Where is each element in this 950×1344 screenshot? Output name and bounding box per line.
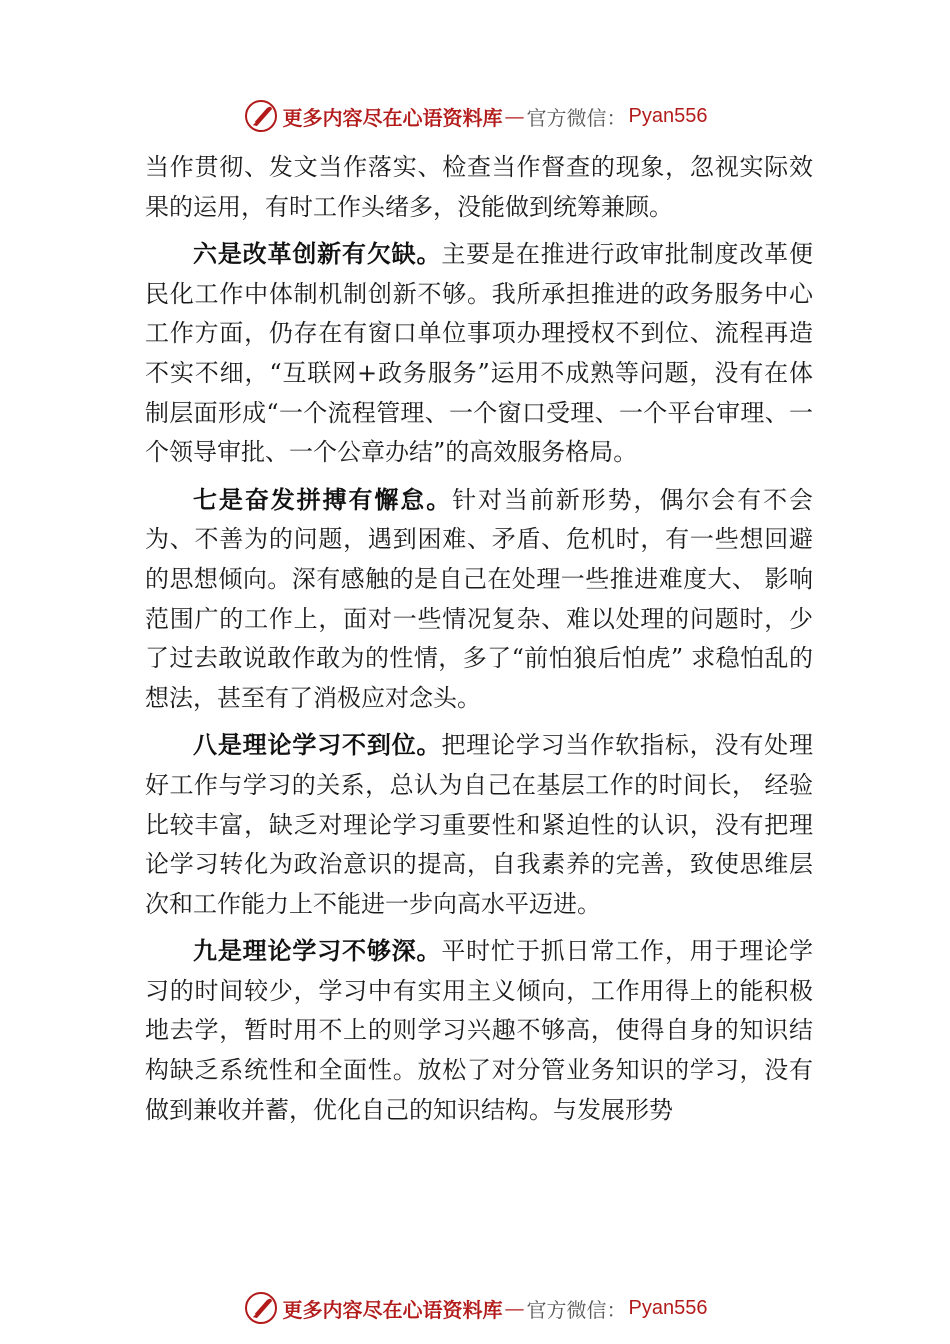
- paragraph-reform-innovation: [145, 235, 813, 473]
- watermark-wechat-id: Pyan556: [628, 1296, 708, 1319]
- quill-pen-icon: [243, 98, 279, 134]
- paragraph-lead: 七是奋发拼搏有懈怠。: [193, 485, 453, 514]
- paragraph-striving-effort: [145, 481, 813, 719]
- paragraph-text: 平时忙于抓日常工作，用于理论学习的时间较少，学习中有实用主义倾向，工作用得上的能积极地去学，暂时用不上的则学习兴趣不够高，使得自身的知识结构缺乏系统性和全面性。放松了对分管业务知识的学习，没有做到兼收并蓄，优化自己的知识结构。与发展形势: [145, 937, 814, 1124]
- watermark-brand: 更多内容尽在心语资料库: [282, 1297, 503, 1322]
- paragraph-continuation: [145, 148, 813, 227]
- watermark-separator: —: [504, 104, 525, 128]
- watermark-separator: —: [504, 1296, 525, 1320]
- watermark-label: 官方微信：: [526, 105, 627, 130]
- header-watermark: [0, 96, 950, 136]
- paragraph-text: 当作贯彻、发文当作落实、检查当作督查的现象，忽视实际效果的运用，有时工作头绪多，没能做到统筹兼顾。: [145, 153, 813, 221]
- paragraph-text: 针对当前新形势，偶尔会有不会为、不善为的问题，遇到困难、矛盾、危机时，有一些想回避的思想倾向。深有感触的是自己在处理一些推进难度大、 影响范围广的工作上，面对一些情况复杂、难以处理的问题时，少了过去敢说敢作敢为的性情，多了“前怕狼后怕虎” 求稳怕乱的想法，甚至有了消极应对念头。: [145, 485, 814, 712]
- quill-pen-icon: [243, 1290, 279, 1326]
- paragraph-lead: 六是改革创新有欠缺。: [193, 240, 442, 269]
- watermark-brand: 更多内容尽在心语资料库: [282, 105, 503, 130]
- paragraph-theory-study-inadequate: [145, 726, 813, 924]
- watermark-wechat-id: Pyan556: [628, 104, 708, 127]
- paragraph-theory-study-shallow: [145, 932, 813, 1130]
- paragraph-lead: 八是理论学习不到位。: [193, 731, 442, 760]
- document-body: [145, 148, 813, 1138]
- paragraph-text: 把理论学习当作软指标，没有处理好工作与学习的关系，总认为自己在基层工作的时间长， 经验比较丰富，缺乏对理论学习重要性和紧迫性的认识，没有把理论学习转化为政治意识的提高，自我素养的完善，致使思维层次和工作能力上不能进一步向高水平迈进。: [145, 731, 814, 918]
- watermark-label: 官方微信：: [526, 1297, 627, 1322]
- paragraph-text: 主要是在推进行政审批制度改革便民化工作中体制机制创新不够。我所承担推进的政务服务中心工作方面，仍存在有窗口单位事项办理授权不到位、流程再造不实不细，“互联网+政务服务”运用不成熟等问题，没有在体制层面形成“一个流程管理、一个窗口受理、一个平台审理、一个领导审批、一个公章办结”的高效服务格局。: [145, 240, 814, 467]
- paragraph-lead: 九是理论学习不够深。: [193, 937, 442, 966]
- footer-watermark: [0, 1288, 950, 1328]
